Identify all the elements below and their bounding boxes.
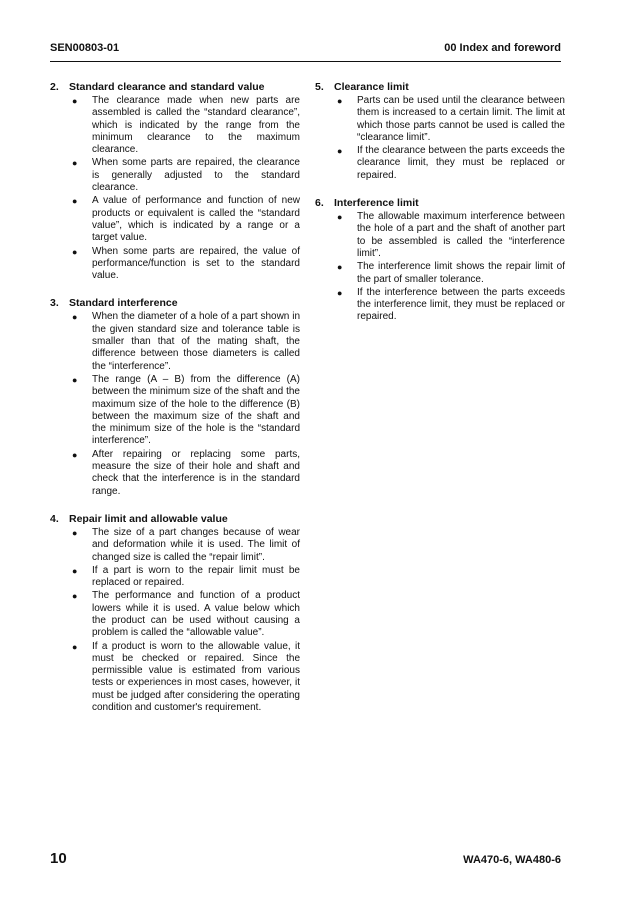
- list-item: [315, 145, 565, 182]
- section-heading: [50, 80, 300, 94]
- bullet-dot-icon: ●: [337, 287, 343, 298]
- list-item: [50, 157, 300, 194]
- section-heading-text: Repair limit and allowable value: [69, 512, 228, 525]
- list-item: [315, 95, 565, 144]
- bullet-dot-icon: ●: [337, 212, 343, 223]
- list-item: [50, 95, 300, 156]
- bullet-list: [50, 95, 300, 282]
- list-item-text: If a part is worn to the repair limit must be replaced or repaired.: [92, 564, 300, 589]
- bullet-dot-icon: ●: [337, 262, 343, 273]
- list-item-text: The allowable maximum interference between the hole of a part and the shaft of another part to be assembled is called the “interference limit”.: [357, 211, 565, 259]
- list-item: [50, 527, 300, 564]
- bullet-dot-icon: ●: [337, 96, 343, 106]
- bullet-dot-icon: ●: [72, 374, 78, 385]
- list-item: [50, 590, 300, 639]
- list-item-text: The size of a part changes because of wear and deformation while it is used. The limit of changed size is called the “repair limit”.: [92, 526, 300, 563]
- list-item-text: If the interference between the parts exceeds the interference limit, they must be replaced or repaired.: [357, 286, 565, 323]
- list-item: [50, 374, 300, 448]
- section-heading: [315, 196, 565, 210]
- section-heading-text: Interference limit: [334, 197, 419, 210]
- section-number: 4.: [50, 512, 59, 525]
- bullet-dot-icon: ●: [72, 196, 78, 207]
- list-item: [50, 311, 300, 372]
- section-number: 6.: [315, 197, 324, 210]
- section-number: 3.: [50, 297, 59, 310]
- header-rule: [50, 61, 561, 62]
- list-item-text: When some parts are repaired, the clearance is generally adjusted to the standard clearance.: [92, 157, 300, 194]
- list-item: [315, 287, 565, 324]
- right-column: [315, 80, 565, 338]
- section-heading-text: Standard clearance and standard value: [69, 81, 265, 93]
- list-item-text: When some parts are repaired, the value of performance/function is set to the standard value.: [92, 245, 300, 282]
- bullet-list: [50, 527, 300, 714]
- section-number: 5.: [315, 81, 324, 93]
- list-item: [315, 211, 565, 260]
- section-6: [315, 196, 565, 324]
- list-item-text: The interference limit shows the repair limit of the part of smaller tolerance.: [357, 261, 565, 285]
- section-5: [315, 80, 565, 182]
- page-number: 10: [50, 850, 67, 867]
- list-item-text: After repairing or replacing some parts, measure the size of their hole and shaft and check that the interference is in the standard range.: [92, 448, 300, 497]
- list-item: [50, 641, 300, 715]
- bullet-dot-icon: ●: [337, 146, 343, 157]
- list-item-text: If a product is worn to the allowable value, it must be checked or repaired. Since the permissible value is estimated from various tests or experiences in most cases, however, it must be judged after considering the operating condition and customer's requirement.: [92, 640, 300, 714]
- bullet-dot-icon: ●: [72, 641, 78, 652]
- list-item-text: A value of performance and function of new products or equivalent is called the “standard value”, which is indicated by a range or a target value.: [92, 195, 300, 244]
- section-number: 2.: [50, 81, 59, 93]
- list-item-text: The performance and function of a product lowers while it is used. A value below which the product can be used without causing a problem is called the “allowable value”.: [92, 590, 300, 639]
- section-title: 00 Index and foreword: [444, 42, 561, 54]
- list-item-text: When the diameter of a hole of a part shown in the given standard size and tolerance table is smaller than that of the mating shaft, the difference between those diameters is called the “interference”.: [92, 311, 300, 372]
- bullet-dot-icon: ●: [72, 158, 78, 169]
- list-item-text: The clearance made when new parts are assembled is called the “standard clearance”, which is indicated by the range from the minimum clearance to the maximum clearance.: [92, 95, 300, 156]
- section-heading: [50, 296, 300, 310]
- list-item: [50, 565, 300, 590]
- section-2: [50, 80, 300, 282]
- section-heading: [50, 512, 300, 526]
- section-3: [50, 296, 300, 497]
- list-item: [315, 261, 565, 286]
- list-item: [50, 195, 300, 244]
- bullet-dot-icon: ●: [72, 527, 78, 538]
- bullet-dot-icon: ●: [72, 449, 78, 460]
- bullet-list: [50, 311, 300, 497]
- left-column: [50, 80, 300, 728]
- list-item-text: The range (A – B) from the difference (A) between the minimum size of the shaft and the maximum size of the hole to the difference (B) between the maximum size of the shaft and the minimum size of the hole is the “standard interference”.: [92, 373, 300, 447]
- list-item-text: If the clearance between the parts exceeds the clearance limit, they must be replaced or repaired.: [357, 145, 565, 181]
- model-names: WA470-6, WA480-6: [463, 854, 561, 866]
- page-header: [50, 42, 561, 60]
- bullet-dot-icon: ●: [72, 312, 78, 323]
- bullet-dot-icon: ●: [72, 96, 78, 106]
- bullet-dot-icon: ●: [72, 591, 78, 602]
- document-id: SEN00803-01: [50, 42, 120, 54]
- list-item: [50, 449, 300, 498]
- bullet-dot-icon: ●: [72, 565, 78, 576]
- section-heading-text: Clearance limit: [334, 81, 409, 93]
- bullet-list: [315, 211, 565, 324]
- bullet-dot-icon: ●: [72, 246, 78, 257]
- section-heading: [315, 80, 565, 94]
- list-item: [50, 246, 300, 283]
- section-heading-text: Standard interference: [69, 297, 178, 310]
- section-4: [50, 512, 300, 714]
- bullet-list: [315, 95, 565, 182]
- list-item-text: Parts can be used until the clearance between them is increased to a certain limit. The limit at which those parts cannot be used is called the “clearance limit”.: [357, 95, 565, 143]
